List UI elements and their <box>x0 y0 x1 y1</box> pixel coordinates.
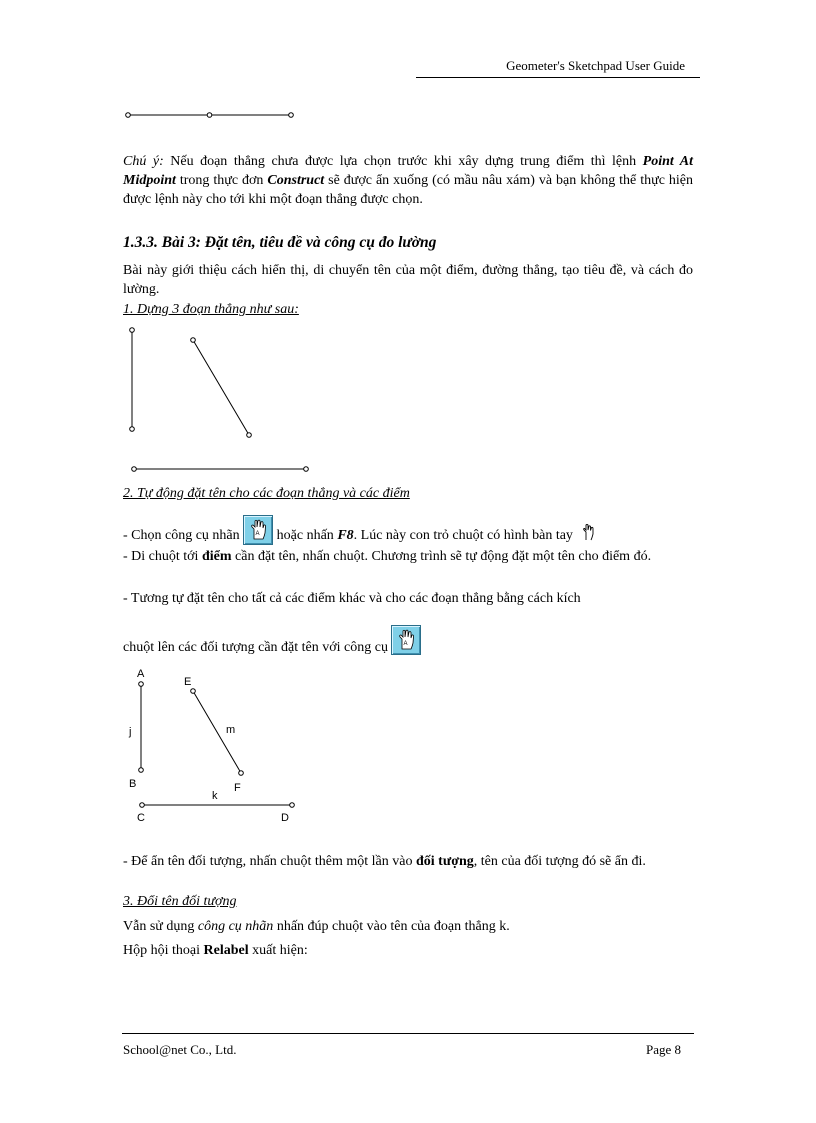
menu-name: Construct <box>267 173 325 188</box>
three-segments-figure <box>122 322 317 478</box>
step3-l2b: xuất hiện: <box>248 943 308 958</box>
point-midpoint <box>207 113 212 118</box>
step2-line-4 <box>123 625 421 657</box>
label-tool-icon <box>391 625 421 655</box>
point <box>130 328 135 333</box>
step3-l2a: Hộp hội thoại <box>123 943 204 958</box>
svg-text:A: A <box>403 641 408 647</box>
step3-title: 3. Đổi tên đối tượng <box>123 894 237 909</box>
labeled-segments-figure <box>122 660 312 828</box>
step2-line-2 <box>123 547 693 566</box>
point <box>132 467 137 472</box>
hide-text-a: - Để ẩn tên đối tượng, nhấn chuột thêm một lần vào <box>123 854 416 869</box>
label-f: F <box>234 782 241 794</box>
header-rule <box>416 77 700 78</box>
section-heading: 1.3.3. Bài 3: Đặt tên, tiêu đề và công cụ đo lường <box>123 234 437 251</box>
hide-paragraph <box>123 852 693 871</box>
step3-l1b: nhấn đúp chuột vào tên của đoạn thẳng k. <box>273 919 510 934</box>
relabel-dialog-name: Relabel <box>203 943 249 958</box>
note-prefix: Chú ý: <box>123 154 164 169</box>
segment-diagonal <box>193 340 249 435</box>
label-e: E <box>184 676 192 688</box>
emphasis-point: điểm <box>201 549 232 564</box>
point-d <box>290 803 295 808</box>
midpoint-segment-figure <box>122 108 298 122</box>
point <box>130 427 135 432</box>
label-k: k <box>212 790 218 802</box>
page-number: Page 8 <box>646 1042 682 1057</box>
command-name: Point At Midpoint <box>123 154 693 188</box>
point <box>304 467 309 472</box>
step2-title: 2. Tự động đặt tên cho các đoạn thẳng và các điểm <box>123 486 410 501</box>
section-intro: Bài này giới thiệu cách hiển thị, di chuyển tên của một điểm, đường thẳng, tạo tiêu đề, và cách đo lường. <box>123 263 693 297</box>
note-text-2: trong thực đơn <box>175 173 268 188</box>
step3-l1a: Vẫn sử dụng <box>123 919 198 934</box>
step2-l3b: chuột lên các đối tượng cần đặt tên với công cụ <box>123 640 388 655</box>
step2-line-3: - Tương tự đặt tên cho tất cả các điểm khác và cho các đoạn thẳng bằng cách kích <box>123 591 581 606</box>
header-title: Geometer's Sketchpad User Guide <box>506 58 685 73</box>
step2-l2b: cần đặt tên, nhấn chuột. Chương trình sẽ tự động đặt một tên cho điểm đó. <box>231 549 652 564</box>
note-text-3: sẽ được ẩn xuống (có mầu nâu xám) và bạn không thể thực hiện được lệnh này cho tới khi một đoạn thẳng được chọn. <box>123 173 693 207</box>
label-m: m <box>226 724 236 736</box>
point-a <box>139 682 144 687</box>
footer-company: School@net Co., Ltd. <box>123 1042 237 1057</box>
point-c <box>140 803 145 808</box>
note-paragraph <box>123 152 693 209</box>
point <box>247 433 252 438</box>
point-b <box>139 768 144 773</box>
hand-cursor-icon <box>580 523 598 541</box>
hide-text-b: , tên của đối tượng đó sẽ ẩn đi. <box>473 854 646 869</box>
key-f8: F8 <box>337 528 354 543</box>
svg-text:A: A <box>255 531 260 537</box>
point-e <box>191 689 196 694</box>
step2-l2a: - Di chuột tới <box>123 549 202 564</box>
footer-rule <box>122 1033 694 1034</box>
label-d: D <box>281 812 289 824</box>
step2-l1a: - Chọn công cụ nhãn <box>123 528 244 543</box>
point-start <box>126 113 131 118</box>
label-a: A <box>137 668 145 680</box>
label-b: B <box>129 778 137 790</box>
label-j: j <box>129 726 132 738</box>
step3-line-1 <box>123 917 510 936</box>
step2-line-1 <box>123 523 598 545</box>
point <box>191 338 196 343</box>
label-tool-icon <box>243 515 273 545</box>
label-c: C <box>137 812 145 824</box>
point-end <box>289 113 294 118</box>
step2-l1b: hoặc nhấn <box>273 528 338 543</box>
emphasis-object: đối tượng <box>415 854 474 869</box>
step2-l1c: . Lúc này con trỏ chuột có hình bàn tay <box>353 528 573 543</box>
step3-line-2 <box>123 941 308 960</box>
step1-title: 1. Dựng 3 đoạn thẳng như sau: <box>123 302 299 317</box>
note-text-1: Nếu đoạn thẳng chưa được lựa chọn trước khi xây dựng trung điểm thì lệnh <box>163 154 643 169</box>
point-f <box>239 771 244 776</box>
label-tool-name: công cụ nhãn <box>197 919 274 934</box>
